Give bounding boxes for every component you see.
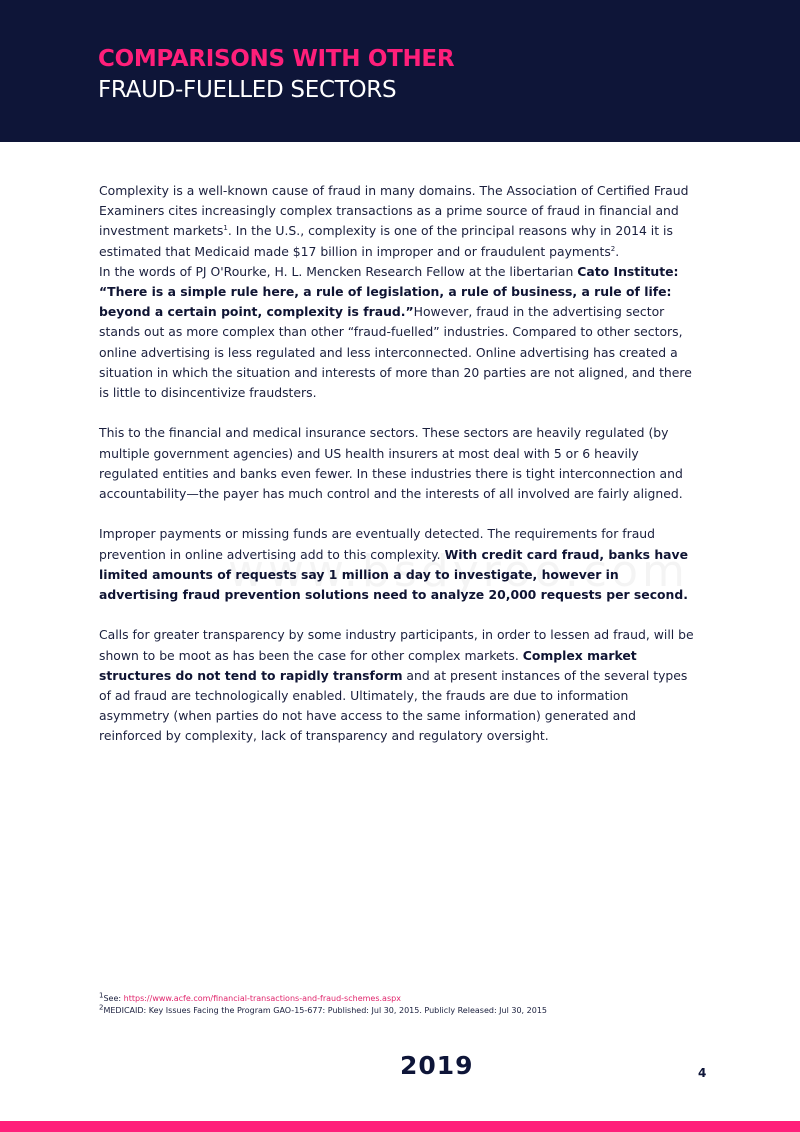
page-number: 4 bbox=[698, 1066, 707, 1080]
footnotes bbox=[99, 993, 719, 1016]
footer-year: 2019 bbox=[400, 1051, 474, 1080]
body-text bbox=[99, 181, 701, 747]
page-header bbox=[0, 0, 800, 142]
paragraph-4: Improper payments or missing funds are eventually detected. The requirements for fraud prevention in online advertising add to this complexity. With credit card fraud, banks have limited amounts of requests say 1 million a day to investigate, however in advertising fraud prevention solutions need to analyze 20,000 requests per second. bbox=[99, 526, 688, 603]
paragraph-2: In the words of PJ O'Rourke, H. L. Mencken Research Fellow at the libertarian Cato Institute: “There is a simple rule here, a rule of legislation, a rule of business, a rule of life: beyond a certain point, complexity is fraud.”However, fraud in the advertising sector stands out as more complex than other “fraud-fuelled” industries. Compared to other sectors, online advertising is less regulated and less interconnected. Online advertising has created a situation in which the situation and interests of more than 20 parties are not aligned, and there is little to disincentivize fraudsters. bbox=[99, 263, 692, 401]
page-title-line2: FRAUD-FUELLED SECTORS bbox=[98, 77, 397, 103]
footnote-ref-1: 1 bbox=[223, 224, 228, 233]
paragraph-1: Complexity is a well-known cause of fraud in many domains. The Association of Certified Fraud Examiners cites increasingly complex transactions as a prime source of fraud in financial and investment markets$^1$. In the U.S., complexity is one of the principal reasons why in 2014 it is estimated that Medicaid made $17 billion in improper and or fraudulent payments$^2$. bbox=[99, 183, 689, 259]
credit-card-bold: With credit card fraud, banks have limited amounts of requests say 1 million a day to investigate, however in advertising fraud prevention solutions need to analyze 20,000 requests per second. bbox=[99, 546, 688, 603]
footnote-2: $^2$MEDICAID: Key Issues Facing the Program GAO-15-677: Published: Jul 30, 2015. Publicly Released: Jul 30, 2015 bbox=[99, 1002, 547, 1015]
page-title-line1: COMPARISONS WITH OTHER bbox=[98, 46, 455, 72]
footnote-ref-2: 2 bbox=[610, 244, 616, 253]
quote-bold: Cato Institute: “There is a simple rule here, a rule of legislation, a rule of business, a rule of life: beyond a certain point, complexity is fraud.” bbox=[99, 263, 679, 320]
footnote-1: $^1$See: https://www.acfe.com/financial-transactions-and-fraud-schemes.aspx bbox=[99, 991, 401, 1003]
footnote-link[interactable]: https://www.acfe.com/financial-transactions-and-fraud-schemes.aspx bbox=[123, 994, 401, 1003]
paragraph-5: Calls for greater transparency by some industry participants, in order to lessen ad fraud, will be shown to be moot as has been the case for other complex markets. Complex market structures do not tend to rapidly transform and at present instances of the several types of ad fraud are technologically enabled. Ultimately, the frauds are due to information asymmetry (when parties do not have access to the same information) generated and reinforced by complexity, lack of transparency and regulatory oversight. bbox=[99, 627, 694, 744]
market-structures-bold: Complex market structures do not tend to rapidly transform bbox=[99, 647, 637, 683]
footer-accent-bar bbox=[0, 1121, 800, 1132]
paragraph-3: This to the financial and medical insurance sectors. These sectors are heavily regulated (by multiple government agencies) and US health insurers at most deal with 5 or 6 heavily regulated entities and banks even fewer. In these industries there is tight interconnection and accountability—the payer has much control and the interests of all involved are fairly aligned. bbox=[99, 425, 683, 502]
